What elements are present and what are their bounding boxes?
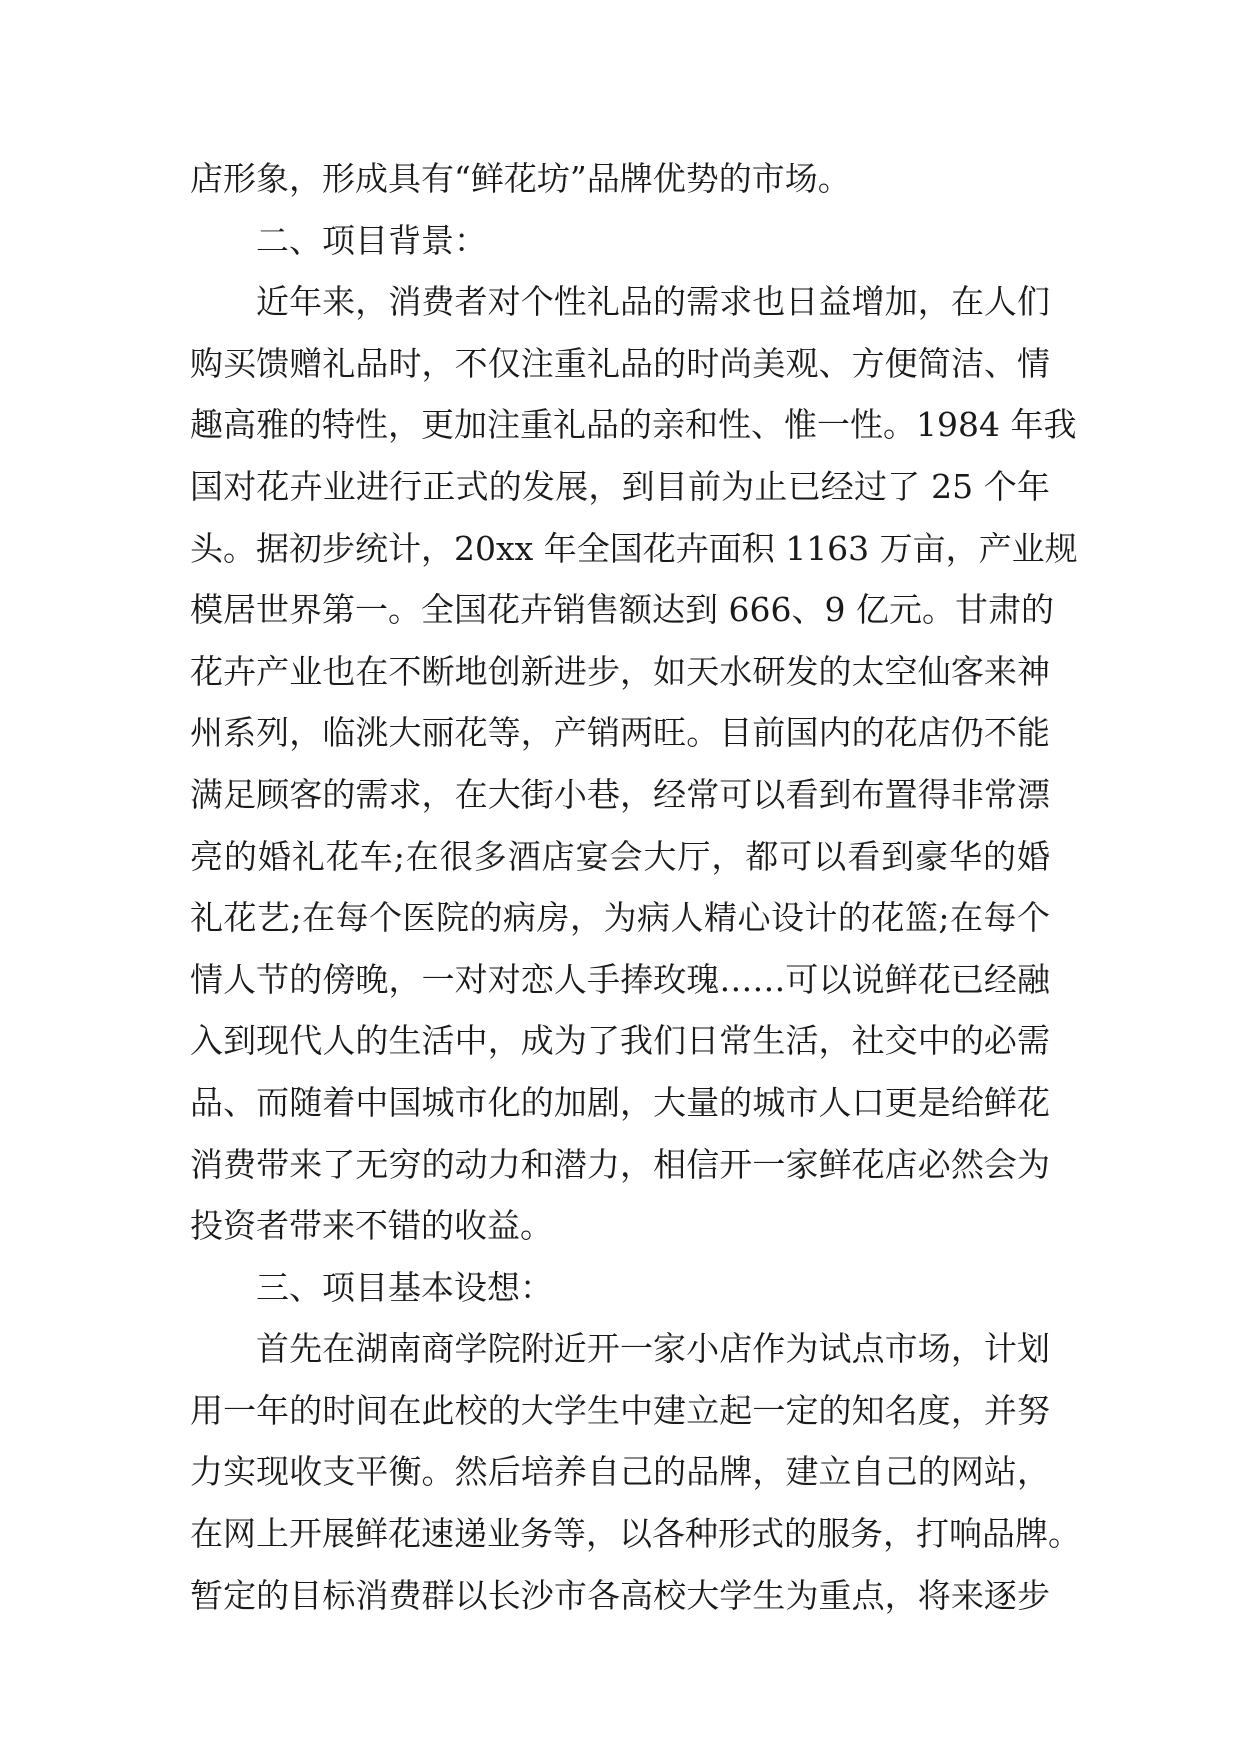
paragraph-line: 入到现代人的生活中，成为了我们日常生活，社交中的必需 (190, 1021, 1050, 1061)
paragraph-line: 近年来，消费者对个性礼品的需求也日益增加，在人们 (256, 282, 1050, 322)
paragraph-line: 模居世界第一。全国花卉销售额达到 666、9 亿元。甘肃的 (190, 590, 1054, 630)
paragraph-line: 情人节的傍晚，一对对恋人手捧玫瑰……可以说鲜花已经融 (190, 959, 1050, 999)
paragraph-line: 亮的婚礼花车;在很多酒店宴会大厅，都可以看到豪华的婚 (190, 836, 1050, 876)
paragraph-line: 满足顾客的需求，在大街小巷，经常可以看到布置得非常漂 (190, 774, 1050, 814)
document-body (190, 148, 1081, 1626)
paragraph-line: 头。据初步统计，20xx 年全国花卉面积 1163 万亩，产业规 (190, 528, 1078, 568)
paragraph-line: 趣高雅的特性，更加注重礼品的亲和性、惟一性。1984 年我 (190, 405, 1077, 445)
paragraph-line: 在网上开展鲜花速递业务等，以各种形式的服务，打响品牌。 (190, 1514, 1081, 1554)
section-heading-background: 二、项目背景： (256, 220, 487, 260)
paragraph-line: 品、而随着中国城市化的加剧，大量的城市人口更是给鲜花 (190, 1082, 1050, 1122)
paragraph-line: 力实现收支平衡。然后培养自己的品牌，建立自己的网站， (190, 1452, 1050, 1492)
paragraph-line: 州系列，临洮大丽花等，产销两旺。目前国内的花店仍不能 (190, 713, 1050, 753)
section-heading-plan: 三、项目基本设想： (256, 1267, 553, 1307)
paragraph-line: 用一年的时间在此校的大学生中建立起一定的知名度，并努 (190, 1390, 1050, 1430)
paragraph-line: 店形象，形成具有“鲜花坊”品牌优势的市场。 (190, 159, 851, 198)
paragraph-line: 暂定的目标消费群以长沙市各高校大学生为重点，将来逐步 (190, 1575, 1050, 1615)
paragraph-line: 购买馈赠礼品时，不仅注重礼品的时尚美观、方便简洁、情 (190, 343, 1050, 383)
paragraph-line: 国对花卉业进行正式的发展，到目前为止已经过了 25 个年 (190, 466, 1050, 506)
paragraph-line: 花卉产业也在不断地创新进步，如天水研发的太空仙客来神 (190, 651, 1050, 691)
paragraph-line: 礼花艺;在每个医院的病房，为病人精心设计的花篮;在每个 (190, 898, 1050, 938)
paragraph-line: 消费带来了无穷的动力和潜力，相信开一家鲜花店必然会为 (190, 1144, 1050, 1184)
paragraph-line: 首先在湖南商学院附近开一家小店作为试点市场，计划 (256, 1329, 1050, 1369)
paragraph-line: 投资者带来不错的收益。 (190, 1206, 553, 1246)
